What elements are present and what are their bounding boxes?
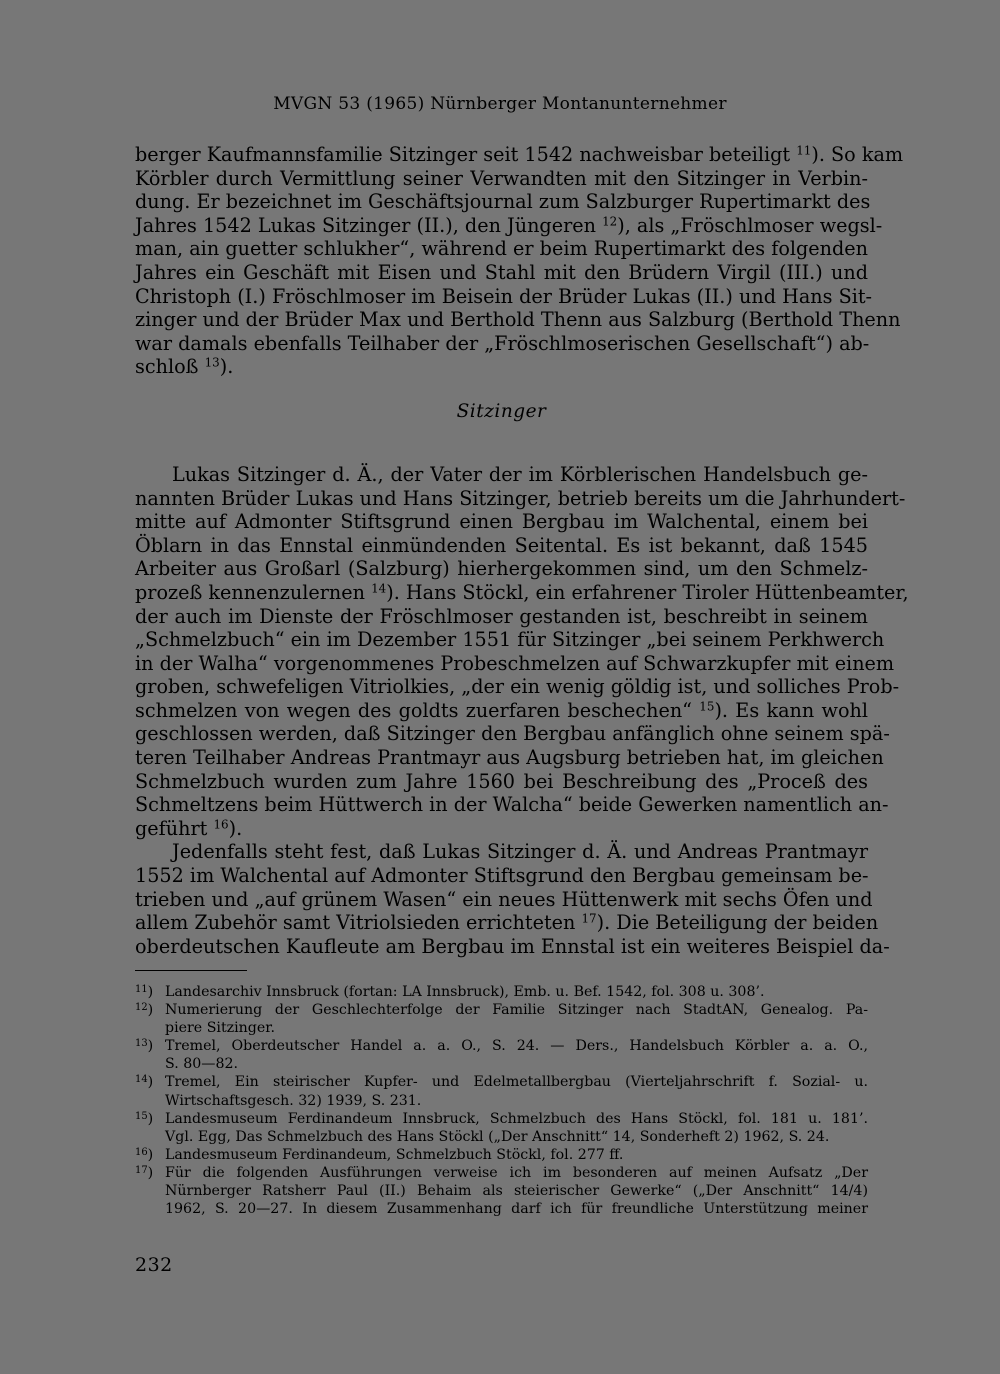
footnote-line [135, 1200, 868, 1218]
text-line [135, 237, 868, 261]
footnote-marker: 15 [699, 699, 715, 714]
footnote-line [135, 1110, 868, 1128]
line-text: nannten Brüder Lukas und Hans Sitzinger, betrieb bereits um die Jahrhundert- [135, 486, 906, 510]
line-text: prozeß kennenzulernen [135, 580, 372, 604]
footnote-number: $^{13}$) [135, 1038, 154, 1055]
text-line [135, 817, 868, 841]
footnote-line [135, 1182, 868, 1200]
text-line [135, 557, 868, 581]
paragraph [135, 143, 904, 379]
line-text: allem Zubehör samt Vitriolsieden errichteten [135, 911, 582, 935]
text-line [135, 628, 885, 652]
line-text: groben, schwefeligen Vitriolkies, „der ein wenig göldig ist, und solliches Prob- [135, 675, 900, 699]
footnote-text: 1962, S. 20—27. In diesem Zusammenhang darf ich für freundliche Unterstützung meiner [165, 1201, 868, 1218]
line-text: Jahres 1542 Lukas Sitzinger (II.), den Jüngeren [135, 213, 603, 237]
line-text: Schmeltzens beim Hüttwerch in der Walcha“ beide Gewerken namentlich an- [135, 793, 889, 817]
footnote-number-text: 12 [135, 1002, 148, 1014]
footnote-text: Tremel, Oberdeutscher Handel a. a. O., S. 24. — Ders., Handelsbuch Körbler a. a. O., [165, 1038, 868, 1055]
footnote [135, 983, 868, 1001]
footnote-number-text: 16 [135, 1146, 148, 1158]
footnote-line [135, 1146, 868, 1164]
text-line [135, 934, 890, 959]
line-text: ). Die Beteiligung der beiden [596, 911, 879, 935]
footnote-number-text: 14 [135, 1074, 148, 1086]
line-text: Körbler durch Vermittlung seiner Verwandten mit den Sitzinger in Verbin- [135, 166, 868, 190]
footnote-number-text: 13 [135, 1038, 148, 1050]
text-line [135, 143, 904, 167]
footnote-marker: 16 [213, 817, 229, 832]
body-text [135, 143, 909, 958]
text-line [135, 605, 868, 629]
text-line [135, 284, 873, 309]
line-text: Arbeiter aus Großarl (Salzburg) hierhergekommen sind, um den Schmelz- [135, 557, 868, 581]
footnote-text: Wirtschaftsgesch. 32) 1939, S. 231. [165, 1092, 422, 1109]
footnote-text: Nürnberger Ratsherr Paul (II.) Behaim als steierischer Gewerke“ („Der Anschnitt“ 14/4) [165, 1183, 868, 1200]
footnote-line [135, 1073, 868, 1091]
line-text: „Schmelzbuch“ ein im Dezember 1551 für Sitzinger „bei seinem Perkhwerch [135, 628, 885, 652]
text-line [135, 486, 906, 511]
line-text: in der Walha“ vorgenommenes Probeschmelzen auf Schwarzkupfer mit einem [135, 651, 895, 675]
footnote-text: S. 80—82. [165, 1056, 239, 1073]
footnote-text: Vgl. Egg, Das Schmelzbuch des Hans Stöckl („Der Anschnitt“ 14, Sonderheft 2) 1962, S. 24. [165, 1128, 830, 1145]
text-line [135, 510, 868, 534]
footnote [135, 1037, 868, 1073]
footnote-rule [135, 970, 247, 971]
footnote [135, 1164, 868, 1218]
text-line [135, 213, 883, 238]
line-text: ). [228, 816, 243, 840]
line-text: geschlossen werden, daß Sitzinger den Bergbau anfänglich ohne seinem spä- [135, 722, 890, 746]
footnote-line [135, 1164, 868, 1182]
line-text: der auch im Dienste der Fröschlmoser gestanden ist, beschreibt in seinem [135, 604, 868, 628]
footnote-number: $^{14}$) [135, 1074, 154, 1091]
line-text: ). So kam [811, 143, 904, 166]
line-text: teren Teilhaber Andreas Prantmayr aus Augsburg betrieben hat, im gleichen [135, 746, 884, 770]
text-line [135, 167, 868, 191]
footnote-line [135, 1019, 868, 1037]
line-text: berger Kaufmannsfamilie Sitzinger seit 1542 nachweisbar beteiligt [135, 143, 797, 166]
footnotes [135, 983, 868, 1218]
footnote-number: $^{17}$) [135, 1164, 154, 1181]
line-text: Jedenfalls steht fest, daß Lukas Sitzinger d. Ä. und Andreas Prantmayr [172, 840, 868, 864]
text-line [135, 580, 909, 605]
footnote-marker: 11 [796, 143, 812, 158]
text-line [135, 261, 868, 285]
line-text: geführt [135, 816, 214, 840]
line-text: Christoph (I.) Fröschlmoser im Beisein der Brüder Lukas (II.) und Hans Sit- [135, 284, 873, 308]
footnote-line [135, 1092, 868, 1110]
text-line [135, 463, 868, 487]
line-text: ), als „Fröschlmoser wegsl- [617, 213, 883, 237]
text-line [135, 651, 895, 676]
footnote [135, 1110, 868, 1146]
footnote-line [135, 1001, 868, 1019]
text-line [135, 840, 868, 864]
footnote-number-text: 15 [135, 1110, 148, 1122]
footnote-text: Landesmuseum Ferdinandeum, Schmelzbuch Stöckl, fol. 277 ff. [165, 1146, 624, 1163]
line-text: Schmelzbuch wurden zum Jahre 1560 bei Beschreibung des „Proceß des [135, 769, 868, 793]
line-text: ). [219, 355, 234, 379]
footnote-number-text: 17 [135, 1164, 148, 1176]
text-line [135, 355, 868, 379]
text-line [135, 534, 868, 558]
text-line [135, 722, 890, 746]
line-text: 1552 im Walchental auf Admonter Stiftsgrund den Bergbau gemeinsam be- [135, 864, 869, 888]
text-line [135, 308, 901, 332]
line-text: war damals ebenfalls Teilhaber der „Fröschlmoserischen Gesellschaft“) ab- [135, 331, 870, 355]
running-head: MVGN 53 (1965) Nürnberger Montanunternehmer [273, 94, 727, 114]
footnote [135, 1001, 868, 1037]
footnote-number: $^{15}$) [135, 1110, 154, 1127]
text-line [135, 887, 873, 912]
text-line [135, 746, 884, 770]
footnote-marker: 13 [204, 355, 220, 370]
line-text: Lukas Sitzinger d. Ä., der Vater der im Körblerischen Handelsbuch ge- [172, 462, 868, 486]
line-text: schmelzen von wegen des goldts zuerfaren beschechen“ [135, 698, 700, 722]
line-text: zinger und der Brüder Max und Berthold Thenn aus Salzburg (Berthold Thenn [135, 308, 901, 332]
footnote-text: Numerierung der Geschlechterfolge der Familie Sitzinger nach StadtAN, Genealog. Pa- [165, 1002, 868, 1019]
footnote-number: $^{11}$) [135, 984, 154, 1000]
text-line [135, 675, 900, 699]
line-text: oberdeutschen Kaufleute am Bergbau im Ennstal ist ein weiteres Beispiel da- [135, 934, 890, 958]
footnote [135, 1073, 868, 1109]
footnote-text: piere Sitzinger. [165, 1020, 276, 1037]
footnote-line [135, 983, 868, 1001]
line-text: trieben und „auf grünem Wasen“ ein neues Hüttenwerk mit sechs Öfen und [135, 887, 873, 911]
footnote-line [135, 1055, 868, 1073]
footnote-number: $^{12}$) [135, 1002, 154, 1019]
footnote-text: Für die folgenden Ausführungen verweise ich im besonderen auf meinen Aufsatz „Der [165, 1164, 868, 1181]
text-line [135, 332, 868, 356]
line-text: ). Es kann wohl [714, 698, 868, 722]
line-text: Öblarn in das Ennstal einmündenden Seitental. Es ist bekannt, daß 1545 [135, 533, 868, 557]
footnote-marker: 17 [581, 911, 597, 926]
paragraph [135, 462, 909, 841]
line-text: man, ain guetter schlukher“, während er beim Rupertimarkt des folgenden [135, 237, 868, 261]
footnote-number-text: 11 [135, 984, 148, 996]
section-heading: Sitzinger [456, 400, 547, 422]
line-text: dung. Er bezeichnet im Geschäftsjournal zum Salzburger Rupertimarkt des [135, 190, 871, 214]
footnote-marker: 14 [371, 581, 387, 596]
text-line [135, 864, 868, 888]
footnote-text: Landesarchiv Innsbruck (fortan: LA Innsbruck), Emb. u. Bef. 1542, fol. 308 u. 308’. [165, 984, 765, 1000]
footnote-line [135, 1128, 868, 1146]
footnote-number: $^{16}$) [135, 1146, 154, 1163]
line-text: Jahres ein Geschäft mit Eisen und Stahl mit den Brüdern Virgil (III.) und [135, 260, 868, 284]
footnote-marker: 12 [602, 214, 618, 229]
footnote-text: Tremel, Ein steirischer Kupfer- und Edelmetallbergbau (Vierteljahrschrift f. Sozial- u. [165, 1074, 868, 1091]
text-line [135, 699, 868, 723]
footnote [135, 1146, 868, 1164]
page-number: 232 [135, 1254, 173, 1276]
text-line [135, 190, 871, 214]
line-text: schloß [135, 355, 205, 379]
paragraph [135, 840, 890, 958]
text-line [135, 770, 868, 794]
footnote-text: Landesmuseum Ferdinandeum Innsbruck, Schmelzbuch des Hans Stöckl, fol. 181 u. 181’. [165, 1110, 868, 1127]
line-text: ). Hans Stöckl, ein erfahrener Tiroler Hüttenbeamter, [386, 580, 909, 604]
footnote-line [135, 1037, 868, 1055]
text-line [135, 793, 889, 817]
text-line [135, 911, 879, 935]
line-text: mitte auf Admonter Stiftsgrund einen Bergbau im Walchental, einem bei [135, 510, 868, 534]
